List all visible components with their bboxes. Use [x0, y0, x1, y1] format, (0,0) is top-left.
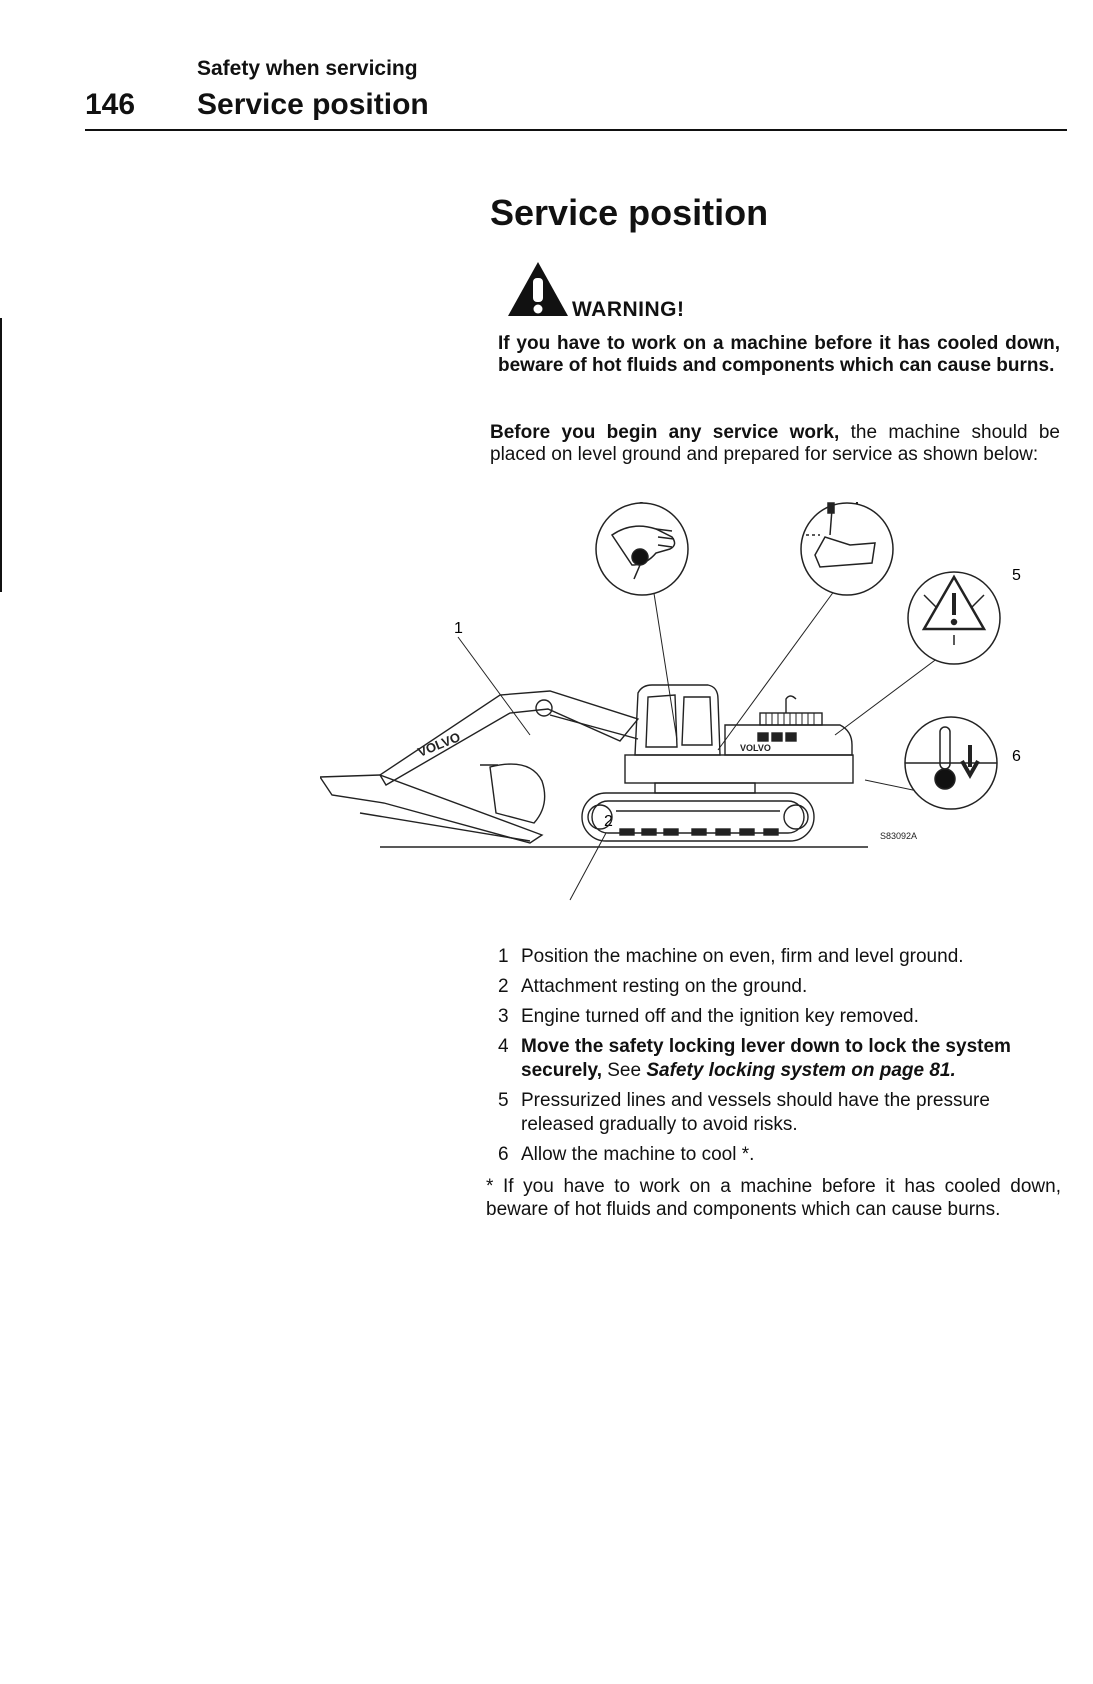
warning-label: WARNING!: [572, 298, 685, 321]
list-item: [490, 975, 1060, 999]
intro-paragraph: [490, 422, 1060, 466]
header-rule: [85, 129, 1067, 131]
warning-text: If you have to work on a machine before it has cooled down, beware of hot fluids and components which can cause burns.: [498, 333, 1060, 376]
intro-rest: the machine should be placed on level ground and prepared for service as shown below:: [490, 422, 1061, 465]
step-number: 6: [498, 1144, 509, 1165]
callout-6: 6: [1012, 748, 1021, 765]
step-text: Position the machine on even, firm and level ground.: [521, 946, 964, 967]
margin-change-bar: [0, 318, 2, 592]
temperature-detail: [905, 717, 997, 809]
step-text: Pressurized lines and vessels should have the pressure released gradually to avoid risks.: [521, 1090, 990, 1135]
step-text: Attachment resting on the ground.: [521, 976, 808, 997]
header-title: Service position: [197, 88, 429, 121]
section-label: Safety when servicing: [197, 57, 418, 80]
footnote: * If you have to work on a machine before it has cooled down, beware of hot fluids and components which can cause burns.: [486, 1176, 1061, 1220]
boom-brand-label: VOLVO: [415, 729, 463, 760]
steps-list: [490, 945, 1060, 1173]
step-number: 2: [498, 976, 509, 997]
step-number: 3: [498, 1006, 509, 1027]
ignition-key-detail: [596, 503, 688, 595]
list-item: [490, 1143, 1060, 1167]
cross-reference-link[interactable]: Safety locking system on page 81.: [646, 1060, 956, 1081]
service-position-figure: [320, 495, 1070, 920]
step-number: 5: [498, 1090, 509, 1111]
step-text: Engine turned off and the ignition key removed.: [521, 1006, 919, 1027]
callout-2: 2: [604, 813, 613, 830]
figure-code: S83092A: [880, 831, 918, 841]
list-item: [490, 1005, 1060, 1029]
pressure-warning-detail: [908, 572, 1000, 664]
step-see-text: See: [601, 1060, 647, 1081]
page-title: Service position: [490, 192, 769, 233]
warning-triangle-icon: [506, 260, 570, 323]
callout-1: 1: [454, 620, 463, 637]
step-number: 4: [498, 1036, 509, 1057]
step-number: 1: [498, 946, 509, 967]
callout-5: 5: [1012, 567, 1021, 584]
step-bold-text: Move the safety locking lever down to lock the system securely,: [521, 1036, 1011, 1081]
page-number: 146: [85, 88, 136, 121]
excavator-drawing: [320, 685, 868, 847]
body-brand-label: VOLVO: [740, 743, 771, 753]
list-item: [490, 1035, 1060, 1083]
step-text: Allow the machine to cool *.: [521, 1144, 755, 1165]
safety-lever-detail: [801, 503, 893, 595]
list-item: [490, 945, 1060, 969]
list-item: [490, 1089, 1060, 1137]
intro-bold: Before you begin any service work,: [490, 422, 840, 443]
